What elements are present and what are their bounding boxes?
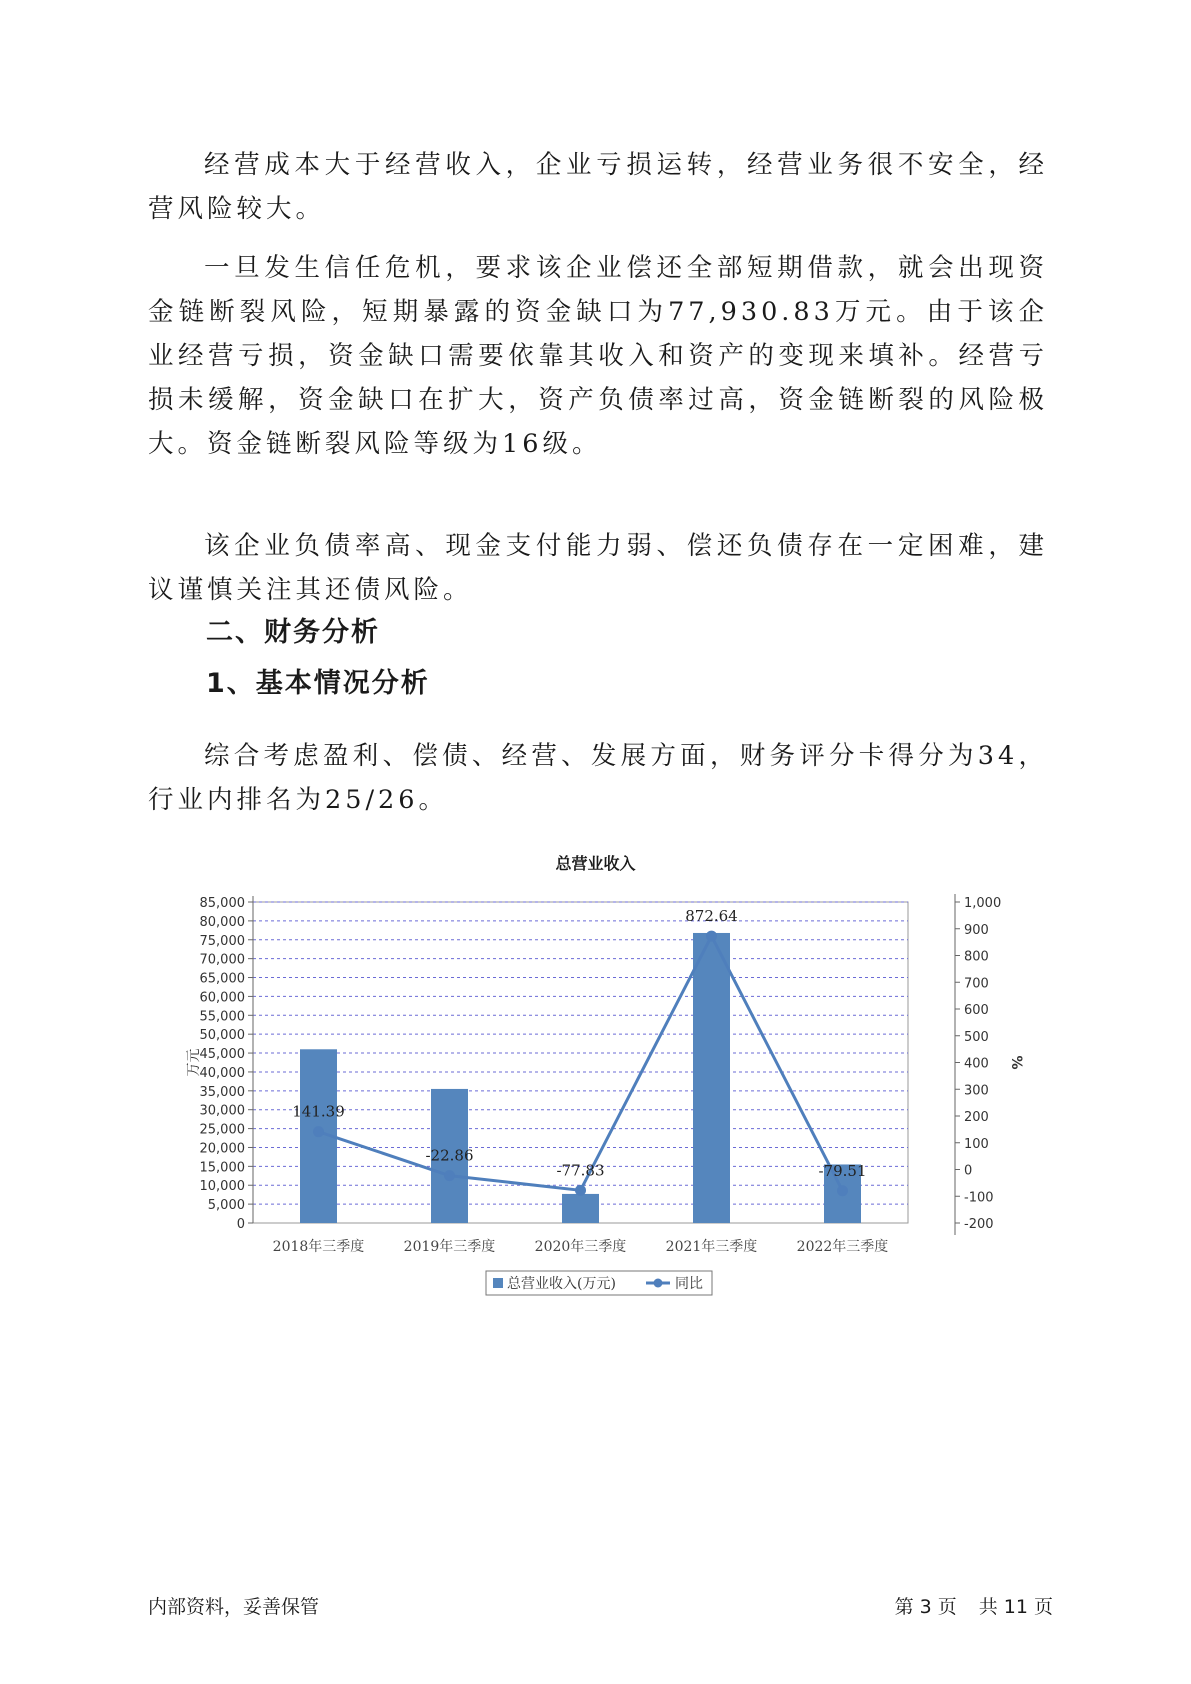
legend-label-revenue: 总营业收入(万元) — [507, 1276, 616, 1292]
y2-tick-label: -200 — [964, 1217, 994, 1232]
y-tick-label: 5,000 — [207, 1198, 245, 1214]
data-label-yoy: -77.83 — [556, 1161, 605, 1180]
y-tick-label: 55,000 — [199, 1009, 245, 1025]
x-tick-label: 2018年三季度 — [272, 1239, 365, 1255]
page-indicator — [895, 1592, 1053, 1619]
y2-tick-label: 600 — [964, 1003, 989, 1018]
point-yoy — [444, 1170, 455, 1181]
y2-axis-title: % — [1008, 1055, 1024, 1070]
page-unit: 页 — [937, 1596, 957, 1618]
y2-tick-label: 0 — [964, 1163, 973, 1179]
page-number: 3 — [919, 1596, 932, 1618]
total-pages: 11 — [1003, 1596, 1028, 1618]
paragraph-funding-chain-risk: 一旦发生信任危机，要求该企业偿还全部短期借款，就会出现资金链断裂风险，短期暴露的资金缺口为77,930.83万元。由于该企业经营亏损，资金缺口需要依靠其收入和资产的变现来填补。经营亏损未缓解，资金缺口在扩大，资产负债率过高，资金链断裂的风险极大。资金链断裂风险等级为16级。 — [148, 253, 1048, 459]
legend-swatch-yoy-marker — [654, 1279, 663, 1288]
y-tick-label: 40,000 — [199, 1065, 245, 1081]
y2-tick-label: 200 — [964, 1110, 989, 1125]
y-tick-label: 0 — [236, 1217, 245, 1232]
legend-swatch-revenue — [493, 1278, 503, 1288]
y2-tick-label: 900 — [964, 922, 989, 938]
data-label-yoy: 141.39 — [292, 1102, 345, 1121]
y-tick-label: 25,000 — [199, 1122, 245, 1138]
bar-revenue — [562, 1194, 599, 1223]
y2-tick-label: -100 — [964, 1190, 994, 1206]
y2-tick-label: 400 — [964, 1056, 989, 1072]
y-tick-label: 85,000 — [199, 896, 245, 911]
y2-tick-label: 800 — [964, 949, 989, 965]
point-yoy — [575, 1185, 586, 1196]
section-heading: 二、财务分析 — [206, 617, 380, 648]
data-label-yoy: -79.51 — [818, 1161, 867, 1180]
chart-title: 总营业收入 — [555, 854, 636, 873]
total-prefix: 共 — [978, 1596, 998, 1618]
y-tick-label: 50,000 — [199, 1028, 245, 1044]
data-label-yoy: -22.86 — [425, 1146, 474, 1165]
x-tick-label: 2021年三季度 — [665, 1239, 758, 1255]
revenue-chart — [0, 860, 1191, 1310]
y-tick-label: 70,000 — [199, 952, 245, 968]
y-tick-label: 65,000 — [199, 971, 245, 987]
point-yoy — [313, 1126, 324, 1137]
subsection-heading: 1、基本情况分析 — [206, 668, 430, 699]
y2-tick-label: 1,000 — [964, 896, 1002, 911]
point-yoy — [837, 1185, 848, 1196]
x-tick-label: 2019年三季度 — [403, 1239, 496, 1255]
y-tick-label: 10,000 — [199, 1179, 245, 1195]
page-prefix: 第 — [894, 1596, 914, 1618]
y-tick-label: 80,000 — [199, 914, 245, 930]
total-unit: 页 — [1033, 1596, 1053, 1618]
paragraph-operating-risk: 经营成本大于经营收入，企业亏损运转，经营业务很不安全，经营风险较大。 — [148, 150, 1048, 224]
data-label-yoy: 872.64 — [685, 907, 738, 926]
y2-tick-label: 500 — [964, 1029, 989, 1045]
y2-tick-label: 100 — [964, 1136, 989, 1152]
y-tick-label: 35,000 — [199, 1084, 245, 1100]
y-tick-label: 20,000 — [199, 1141, 245, 1157]
point-yoy — [706, 931, 717, 942]
y-tick-label: 15,000 — [199, 1160, 245, 1176]
bar-revenue — [693, 933, 730, 1223]
y-tick-label: 30,000 — [199, 1103, 245, 1119]
x-tick-label: 2020年三季度 — [534, 1239, 627, 1255]
paragraph-debt-advice: 该企业负债率高、现金支付能力弱、偿还负债存在一定困难，建议谨慎关注其还债风险。 — [148, 531, 1048, 605]
y-tick-label: 60,000 — [199, 990, 245, 1006]
y-tick-label: 45,000 — [199, 1047, 245, 1063]
paragraph-score-summary: 综合考虑盈利、偿债、经营、发展方面，财务评分卡得分为34，行业内排名为25/26。 — [148, 741, 1048, 815]
y-axis-title: 万元 — [186, 1048, 202, 1077]
legend-label-yoy: 同比 — [675, 1276, 703, 1292]
y2-tick-label: 700 — [964, 976, 989, 992]
y2-tick-label: 300 — [964, 1083, 989, 1099]
footer-note: 内部资料，妥善保管 — [148, 1596, 320, 1618]
x-tick-label: 2022年三季度 — [796, 1239, 889, 1255]
y-tick-label: 75,000 — [199, 933, 245, 949]
